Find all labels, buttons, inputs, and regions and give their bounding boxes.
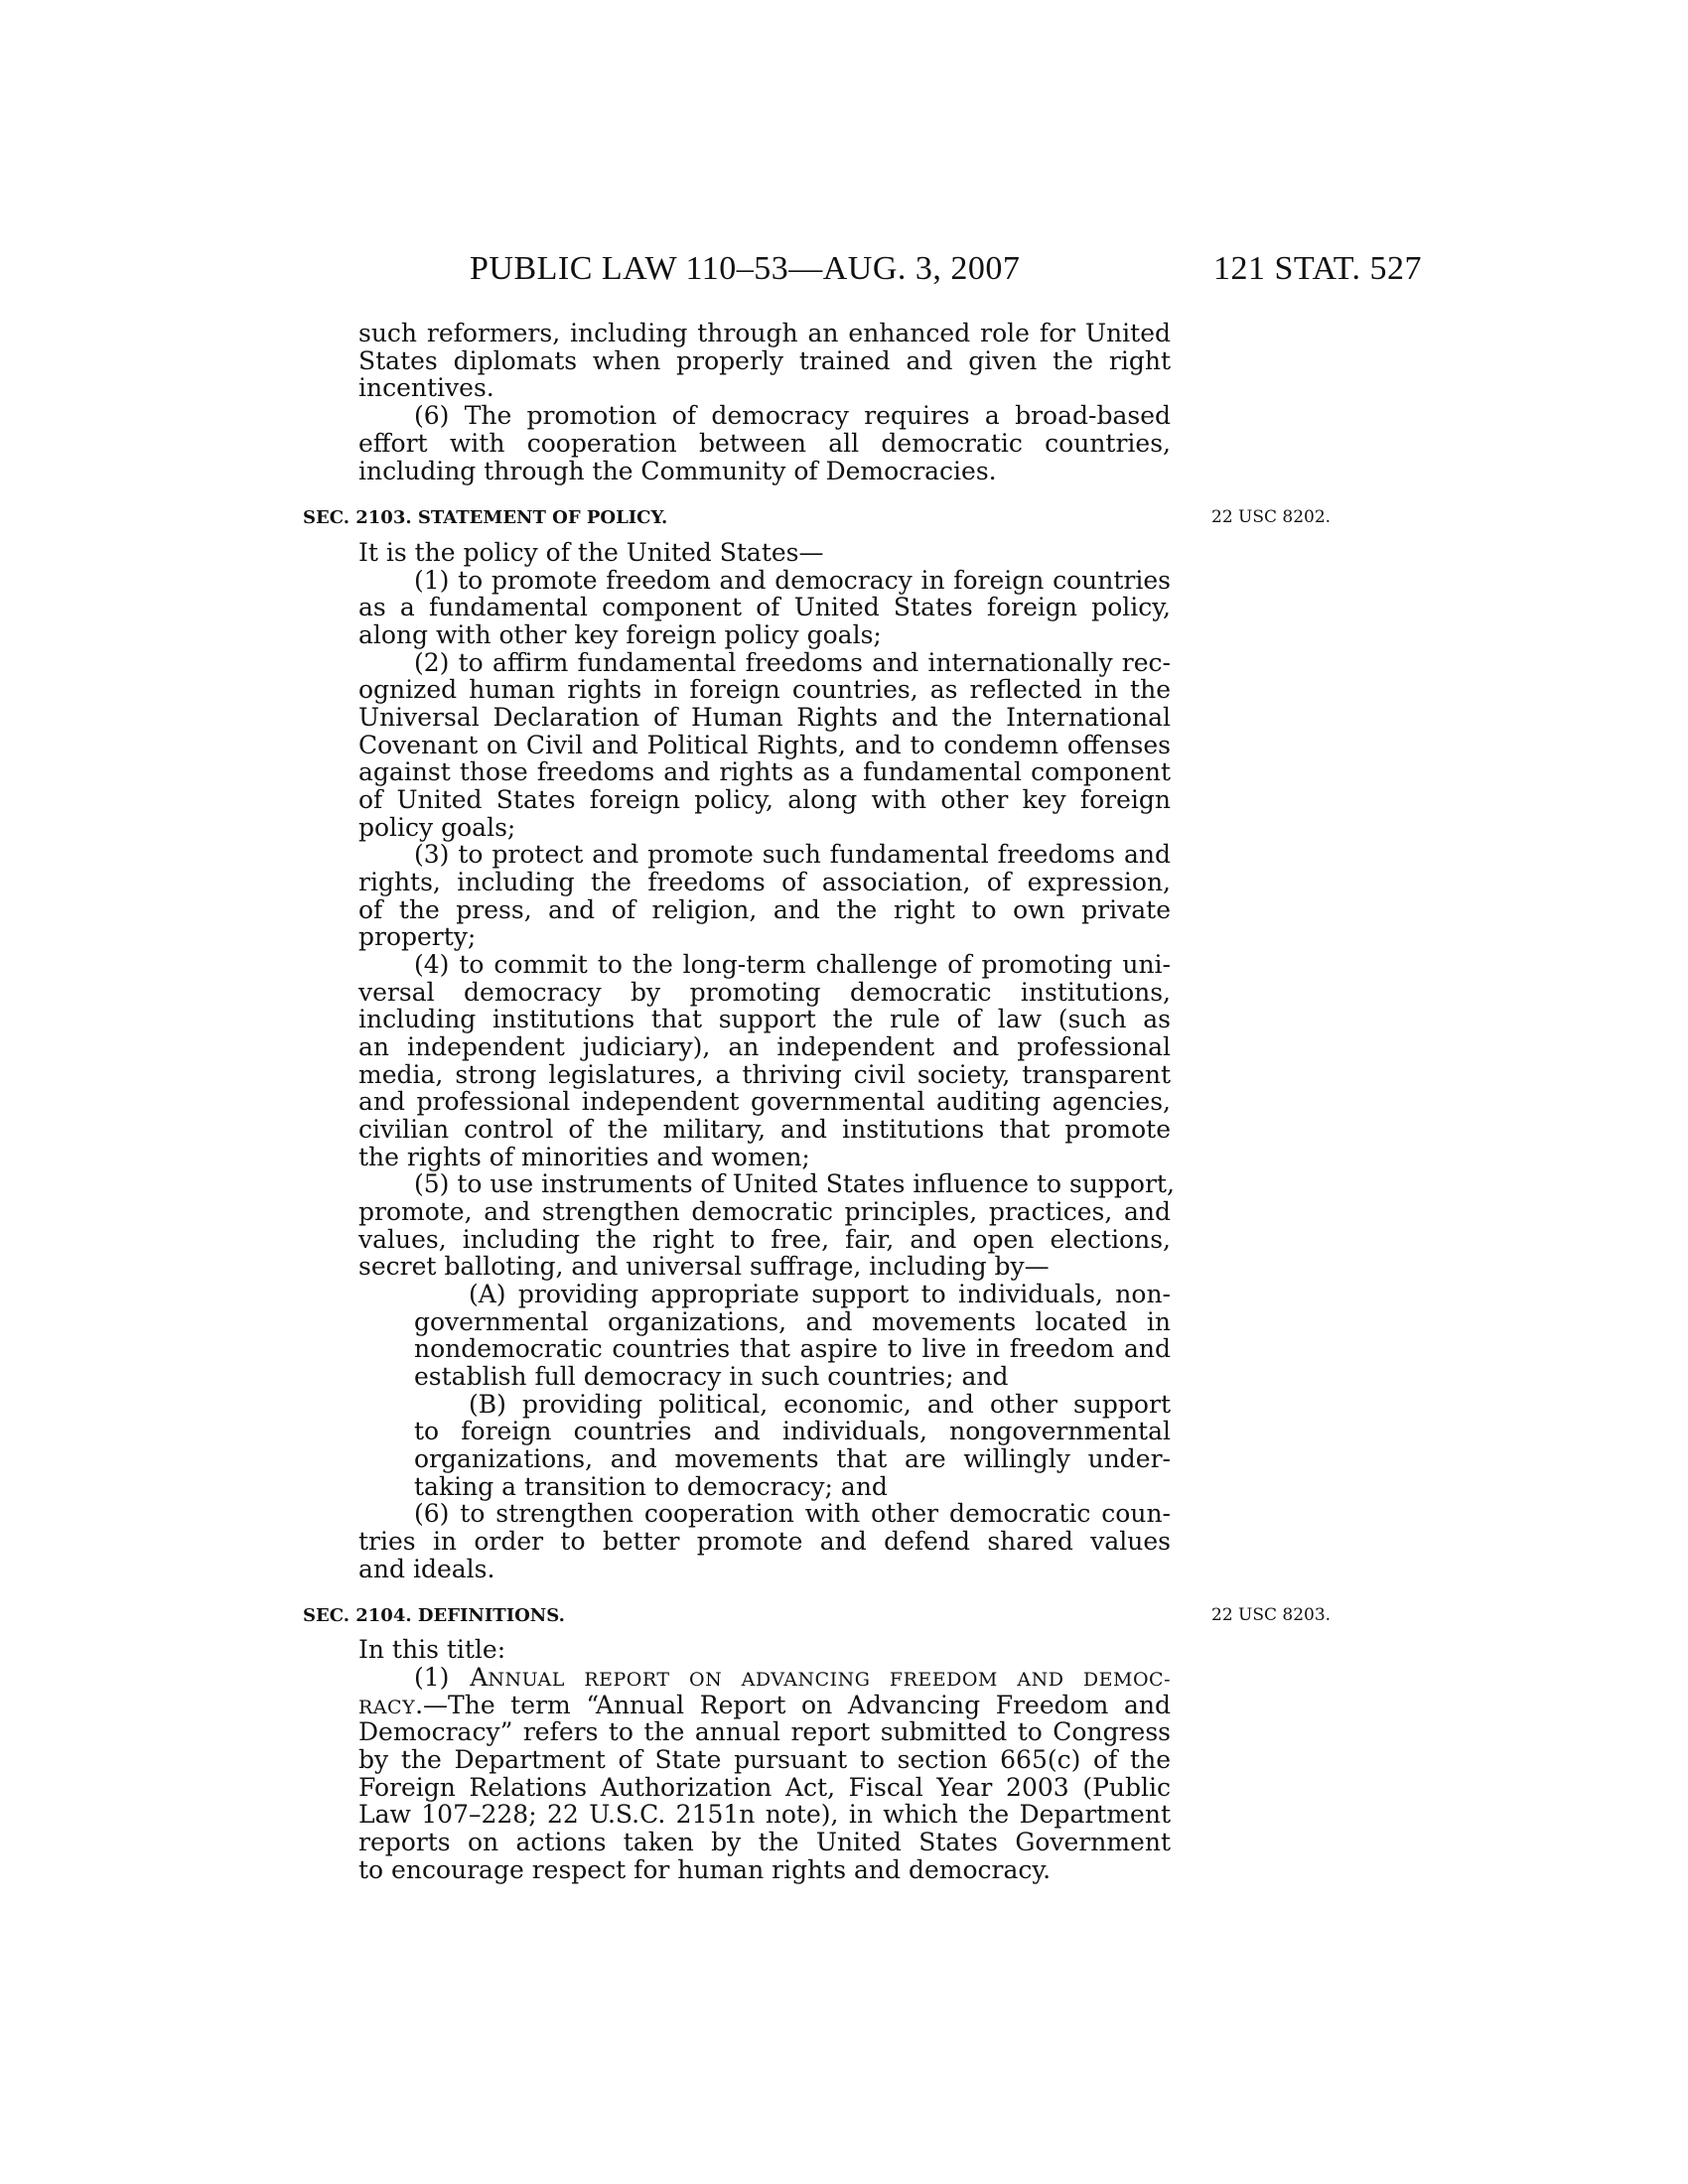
- body-line: organizations, and movements that are willingly under-: [414, 1444, 1171, 1473]
- definition-text: .—The term “Annual Report on Advancing Freedom and: [415, 1691, 1171, 1719]
- body-line: tries in order to better promote and defend shared values: [358, 1527, 1171, 1556]
- body-line: civilian control of the military, and institutions that promote: [358, 1115, 1171, 1144]
- body-line: media, strong legislatures, a thriving civil society, transparent: [358, 1060, 1171, 1089]
- body-line: (6) to strengthen cooperation with other democratic coun-: [414, 1499, 1171, 1528]
- body-line: establish full democracy in such countries; and: [414, 1362, 1009, 1391]
- definition-term-caps: NNUAL REPORT ON ADVANCING FREEDOM AND DEMOC-: [488, 1669, 1172, 1691]
- body-line: property;: [358, 922, 477, 951]
- body-line: (3) to protect and promote such fundamental freedoms and: [414, 840, 1171, 869]
- body-line: Covenant on Civil and Political Rights, and to condemn offenses: [358, 731, 1171, 759]
- body-line: as a fundamental component of United States foreign policy,: [358, 593, 1171, 621]
- body-line: (A) providing appropriate support to individuals, non-: [469, 1280, 1171, 1308]
- body-line: (1) to promote freedom and democracy in foreign countries: [414, 566, 1171, 595]
- body-line: and ideals.: [358, 1555, 495, 1583]
- body-line: and professional independent governmental auditing agencies,: [358, 1087, 1171, 1116]
- section-heading-2103: SEC. 2103. STATEMENT OF POLICY.: [303, 507, 668, 528]
- body-line: nondemocratic countries that aspire to live in freedom and: [414, 1334, 1171, 1363]
- definition-number: (1) A: [414, 1663, 489, 1692]
- body-line: Universal Declaration of Human Rights and the International: [358, 703, 1171, 732]
- body-line: versal democracy by promoting democratic institutions,: [358, 978, 1171, 1007]
- body-line: (4) to commit to the long-term challenge of promoting uni-: [414, 950, 1171, 979]
- body-line: (2) to affirm fundamental freedoms and internationally rec-: [414, 648, 1171, 677]
- body-line: governmental organizations, and movements located in: [414, 1307, 1171, 1336]
- body-line: It is the policy of the United States—: [358, 538, 824, 567]
- body-line: (5) to use instruments of United States influence to support,: [414, 1169, 1175, 1198]
- body-line: States diplomats when properly trained and given the right: [358, 346, 1171, 375]
- body-line: (6) The promotion of democracy requires a broad-based: [414, 401, 1171, 430]
- body-line: along with other key foreign policy goals;: [358, 620, 882, 649]
- body-line: (B) providing political, economic, and other support: [469, 1390, 1171, 1419]
- body-line: promote, and strengthen democratic principles, practices, and: [358, 1197, 1171, 1226]
- definition-term-caps: RACY: [358, 1697, 416, 1718]
- body-line: secret balloting, and universal suffrage, including by—: [358, 1252, 1050, 1281]
- body-line: by the Department of State pursuant to section 665(c) of the: [358, 1745, 1171, 1774]
- body-line: of United States foreign policy, along with other key foreign: [358, 785, 1171, 814]
- body-line: reports on actions taken by the United States Government: [358, 1828, 1171, 1856]
- definition-term-line: [414, 1664, 1171, 1694]
- body-line: incentives.: [358, 373, 494, 402]
- body-line: taking a transition to democracy; and: [414, 1472, 888, 1501]
- body-line: against those freedoms and rights as a fundamental component: [358, 757, 1171, 786]
- body-line: of the press, and of religion, and the right to own private: [358, 895, 1171, 924]
- body-line: Democracy” refers to the annual report submitted to Congress: [358, 1717, 1171, 1746]
- margin-note-2103: 22 USC 8202.: [1211, 507, 1332, 527]
- body-line: to foreign countries and individuals, nongovernmental: [414, 1417, 1171, 1445]
- body-line: rights, including the freedoms of association, of expression,: [358, 868, 1171, 896]
- body-line: Law 107–228; 22 U.S.C. 2151n note), in which the Department: [358, 1800, 1171, 1829]
- body-line: ognized human rights in foreign countries, as reflected in the: [358, 675, 1171, 704]
- body-line: In this title:: [358, 1635, 506, 1664]
- body-line: Foreign Relations Authorization Act, Fiscal Year 2003 (Public: [358, 1773, 1171, 1802]
- body-line: to encourage respect for human rights and democracy.: [358, 1855, 1052, 1884]
- margin-note-2104: 22 USC 8203.: [1211, 1605, 1332, 1625]
- body-line: policy goals;: [358, 813, 516, 842]
- body-line: such reformers, including through an enhanced role for United: [358, 319, 1171, 347]
- body-line: an independent judiciary), an independent and professional: [358, 1032, 1171, 1061]
- body-line: including through the Community of Democracies.: [358, 457, 997, 485]
- body-line: values, including the right to free, fair, and open elections,: [358, 1225, 1171, 1254]
- running-head-title: PUBLIC LAW 110–53—AUG. 3, 2007: [470, 250, 1021, 287]
- section-heading-2104: SEC. 2104. DEFINITIONS.: [303, 1605, 565, 1626]
- body-line: including institutions that support the rule of law (such as: [358, 1005, 1171, 1033]
- page-number: 121 STAT. 527: [1213, 250, 1422, 287]
- body-line: effort with cooperation between all democratic countries,: [358, 429, 1171, 458]
- body-line: the rights of minorities and women;: [358, 1143, 810, 1171]
